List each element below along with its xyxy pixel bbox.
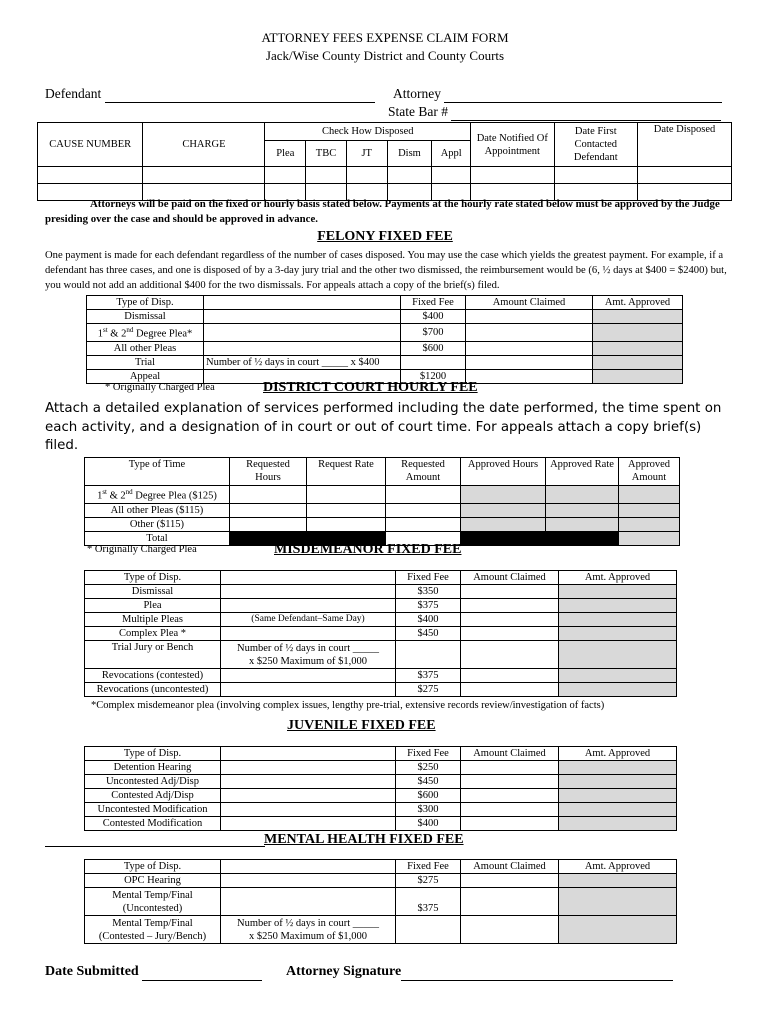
- amt-approved-cell: [559, 888, 677, 916]
- amount-claimed-cell[interactable]: [461, 599, 559, 613]
- disp-type: Uncontested Modification: [85, 803, 221, 817]
- district-table: [84, 457, 680, 546]
- felony-text: One payment is made for each defendant regardless of the number of cases disposed. You may use the case which yields the greatest payment. For example, if a defendant has three cases, and one is disposed of by a 3-day jury trial and the other two dismissed, the reimbursement would be (6, ½ days at $400 = $2400) but, you would not add an additional $400 for the two dismissals. For appeals attach a copy of the brief(s) filed.: [45, 250, 727, 291]
- case-row: [38, 167, 732, 184]
- juvenile-row: [85, 775, 677, 789]
- amt-approved-cell: [559, 641, 677, 669]
- type-header: Type of Disp.: [85, 571, 221, 585]
- claimed-header: Amount Claimed: [461, 747, 559, 761]
- juvenile-row: [85, 761, 677, 775]
- district-row: [85, 517, 680, 531]
- amt-approved-cell: [593, 369, 683, 383]
- fixed-fee: $350: [396, 585, 461, 599]
- amount-claimed-cell[interactable]: [461, 775, 559, 789]
- disp-type-cell: [85, 916, 221, 944]
- approved-rate-cell: [546, 486, 619, 504]
- disp-type: Appeal: [87, 369, 204, 383]
- requested-hours-cell[interactable]: [230, 517, 307, 531]
- amount-claimed-cell[interactable]: [461, 817, 559, 831]
- state-bar-field[interactable]: [451, 104, 721, 121]
- amt-approved-cell: [559, 683, 677, 697]
- disp-note-2: x $250 Maximum of $1,000: [248, 930, 368, 942]
- claimed-header: Amount Claimed: [466, 296, 593, 310]
- state-bar-label: State Bar #: [388, 104, 448, 119]
- amount-claimed-cell[interactable]: [461, 641, 559, 669]
- appl-cell[interactable]: [432, 167, 471, 184]
- amount-claimed-cell[interactable]: [466, 324, 593, 342]
- charge-cell[interactable]: [143, 167, 265, 184]
- defendant-row: [45, 86, 375, 103]
- request-rate-cell[interactable]: [307, 503, 386, 517]
- fixed-fee: $450: [396, 775, 461, 789]
- disp-type: Plea: [85, 599, 221, 613]
- fixed-fee: $375: [396, 888, 461, 916]
- request-rate-cell[interactable]: [307, 517, 386, 531]
- disp-note-cell: [221, 916, 396, 944]
- disp-note: [221, 627, 396, 641]
- amount-claimed-cell[interactable]: [461, 789, 559, 803]
- disp-type: Contested Modification: [85, 817, 221, 831]
- fixed-fee: $700: [401, 324, 466, 342]
- amt-approved-cell: [559, 761, 677, 775]
- disp-type-2: (Uncontested): [122, 902, 183, 914]
- mental-health-row: [85, 916, 677, 944]
- fixed-fee: $250: [396, 761, 461, 775]
- approved-rate-cell: [546, 503, 619, 517]
- requested-hours-cell[interactable]: [230, 486, 307, 504]
- fixed-fee: $600: [396, 789, 461, 803]
- signature-label: Attorney Signature: [286, 964, 402, 979]
- amount-claimed-cell[interactable]: [466, 369, 593, 383]
- disp-type: OPC Hearing: [85, 874, 221, 888]
- approved-amount-cell: [619, 486, 680, 504]
- appl-header: Appl: [432, 141, 471, 167]
- form-title: ATTORNEY FEES EXPENSE CLAIM FORM: [261, 30, 509, 45]
- amt-approved-cell: [559, 817, 677, 831]
- felony-row: [87, 310, 683, 324]
- plea-header: Plea: [265, 141, 306, 167]
- district-row: [85, 503, 680, 517]
- amount-claimed-cell[interactable]: [461, 627, 559, 641]
- check-how-disposed-header: Check How Disposed: [265, 123, 471, 141]
- amt-approved-cell: [559, 585, 677, 599]
- misdemeanor-row: [85, 641, 677, 669]
- felony-footnote: * Originally Charged Plea: [105, 382, 215, 393]
- disp-note: [204, 324, 401, 342]
- date-submitted-field[interactable]: [142, 964, 262, 981]
- juvenile-table: [84, 746, 677, 831]
- fixed-fee: $400: [396, 817, 461, 831]
- approved-amount-cell: [619, 531, 680, 545]
- amount-claimed-cell[interactable]: [461, 761, 559, 775]
- dism-header: Dism: [387, 141, 432, 167]
- mental-health-table: [84, 859, 677, 944]
- disp-type: Contested Adj/Disp: [85, 789, 221, 803]
- disp-note: Number of ½ days in court _____: [236, 917, 380, 929]
- amount-claimed-cell[interactable]: [461, 613, 559, 627]
- amt-approved-cell: [559, 874, 677, 888]
- disp-type: Dismissal: [87, 310, 204, 324]
- mental-health-title: MENTAL HEALTH FIXED FEE: [264, 832, 464, 847]
- requested-hours-cell[interactable]: [230, 503, 307, 517]
- amt-approved-cell: [593, 310, 683, 324]
- disp-type: 1st & 2nd Degree Plea*: [87, 324, 204, 342]
- claimed-header: Amount Claimed: [461, 571, 559, 585]
- date-disposed-header: Date Disposed: [638, 123, 732, 167]
- disp-note: [221, 585, 396, 599]
- disp-note-2: x $250 Maximum of $1,000: [248, 655, 368, 667]
- type-header: Type of Disp.: [85, 860, 221, 874]
- mental-health-row: [85, 888, 677, 916]
- disp-type: Trial Jury or Bench: [85, 641, 221, 669]
- plea-cell[interactable]: [265, 167, 306, 184]
- disp-type-2: (Contested – Jury/Bench): [98, 930, 207, 942]
- disp-type: Detention Hearing: [85, 761, 221, 775]
- date-first-header: Date First Contacted Defendant: [554, 123, 637, 167]
- cause-number-header: CAUSE NUMBER: [38, 123, 143, 167]
- amt-approved-cell: [593, 324, 683, 342]
- time-type: All other Pleas ($115): [85, 503, 230, 517]
- district-footnote: * Originally Charged Plea: [87, 544, 197, 555]
- disp-type: Mental Temp/Final: [112, 889, 193, 901]
- fixed-fee: $400: [401, 310, 466, 324]
- felony-row: [87, 324, 683, 342]
- amt-approved-cell: [559, 775, 677, 789]
- district-row: [85, 486, 680, 504]
- disp-note-cell: [221, 641, 396, 669]
- misdemeanor-row: [85, 627, 677, 641]
- date-notified-header: Date Notified Of Appointment: [471, 123, 554, 167]
- disp-type: Complex Plea *: [85, 627, 221, 641]
- payment-notice: Attorneys will be paid on the fixed or hourly basis stated below. Payments at the hourly rate stated below must be approved by the Judge presiding over the case and should be approved in advance.: [45, 198, 720, 225]
- disp-note: Number of ½ days in court _____: [236, 642, 380, 654]
- amount-claimed-cell[interactable]: [466, 310, 593, 324]
- date-disposed-cell[interactable]: [638, 167, 732, 184]
- amount-claimed-cell[interactable]: [461, 874, 559, 888]
- fixed-fee: $400: [396, 613, 461, 627]
- fixed-fee: $275: [396, 874, 461, 888]
- amt-approved-cell: [593, 341, 683, 355]
- type-header: Type of Disp.: [87, 296, 204, 310]
- date-submitted-row: [45, 964, 262, 981]
- juvenile-row: [85, 803, 677, 817]
- tbc-header: TBC: [306, 141, 347, 167]
- disp-type: Mental Temp/Final: [112, 917, 193, 929]
- time-type: 1st & 2nd Degree Plea ($125): [85, 486, 230, 504]
- disp-type: Revocations (uncontested): [85, 683, 221, 697]
- disp-note: Number of ½ days in court _____ x $400: [204, 355, 401, 369]
- jt-cell[interactable]: [346, 167, 387, 184]
- attorney-field[interactable]: [444, 86, 722, 103]
- approved-hours-cell: [461, 486, 546, 504]
- disp-note: [221, 669, 396, 683]
- type-header: Type of Disp.: [85, 747, 221, 761]
- fixed-fee: $450: [396, 627, 461, 641]
- date-notified-cell[interactable]: [471, 167, 554, 184]
- date-submitted-label: Date Submitted: [45, 964, 139, 979]
- form-subtitle: Jack/Wise County District and County Courts: [265, 48, 505, 63]
- amount-claimed-cell[interactable]: [461, 916, 559, 944]
- attorney-label: Attorney: [393, 86, 441, 101]
- request-rate-header: Request Rate: [307, 458, 386, 486]
- fee-header: Fixed Fee: [396, 571, 461, 585]
- approved-hours-cell: [461, 517, 546, 531]
- approved-header: Amt. Approved: [559, 860, 677, 874]
- felony-table: [86, 295, 683, 384]
- disp-type: Revocations (contested): [85, 669, 221, 683]
- time-type: Other ($115): [85, 517, 230, 531]
- felony-title: FELONY FIXED FEE: [317, 229, 453, 244]
- signature-field[interactable]: [401, 964, 673, 981]
- defendant-field[interactable]: [105, 86, 375, 103]
- amount-claimed-cell[interactable]: [466, 341, 593, 355]
- amount-claimed-cell[interactable]: [466, 355, 593, 369]
- fixed-fee: [396, 916, 461, 944]
- misdemeanor-title: MISDEMEANOR FIXED FEE: [274, 542, 462, 557]
- misdemeanor-row: [85, 613, 677, 627]
- approved-amount-header: Approved Amount: [619, 458, 680, 486]
- disp-type: Trial: [87, 355, 204, 369]
- attorney-row: [393, 86, 722, 103]
- juvenile-title: JUVENILE FIXED FEE: [287, 718, 436, 733]
- divider-line: [45, 846, 265, 847]
- fixed-fee: [401, 355, 466, 369]
- blocked-cell: [546, 531, 619, 545]
- tbc-cell[interactable]: [306, 167, 347, 184]
- approved-rate-cell: [546, 517, 619, 531]
- amount-claimed-cell[interactable]: [461, 585, 559, 599]
- amt-approved-cell: [559, 599, 677, 613]
- fixed-fee: [396, 641, 461, 669]
- disp-note: [204, 341, 401, 355]
- juvenile-row: [85, 789, 677, 803]
- amount-claimed-cell[interactable]: [461, 669, 559, 683]
- misdemeanor-row: [85, 669, 677, 683]
- disp-note: [221, 683, 396, 697]
- fee-header: Fixed Fee: [401, 296, 466, 310]
- fixed-fee: $1200: [401, 369, 466, 383]
- request-rate-cell[interactable]: [307, 486, 386, 504]
- cause-cell[interactable]: [38, 167, 143, 184]
- claimed-header: Amount Claimed: [461, 860, 559, 874]
- charge-header: CHARGE: [143, 123, 265, 167]
- approved-header: Amt. Approved: [559, 571, 677, 585]
- misdemeanor-row: [85, 585, 677, 599]
- amt-approved-cell: [559, 803, 677, 817]
- requested-amount-cell[interactable]: [386, 503, 461, 517]
- approved-header: Amt. Approved: [593, 296, 683, 310]
- requested-hours-header: Requested Hours: [230, 458, 307, 486]
- disp-type: All other Pleas: [87, 341, 204, 355]
- disp-note: [204, 310, 401, 324]
- requested-amount-header: Requested Amount: [386, 458, 461, 486]
- disp-type-cell: [85, 888, 221, 916]
- disp-type: Uncontested Adj/Disp: [85, 775, 221, 789]
- fixed-fee: $300: [396, 803, 461, 817]
- amt-approved-cell: [593, 355, 683, 369]
- amt-approved-cell: [559, 613, 677, 627]
- fixed-fee: $375: [396, 599, 461, 613]
- approved-amount-cell: [619, 517, 680, 531]
- requested-amount-cell[interactable]: [386, 517, 461, 531]
- case-table: [37, 122, 732, 201]
- amt-approved-cell: [559, 627, 677, 641]
- felony-row: [87, 355, 683, 369]
- disp-type: Multiple Pleas: [85, 613, 221, 627]
- disp-note: [221, 599, 396, 613]
- disp-type: Dismissal: [85, 585, 221, 599]
- approved-header: Amt. Approved: [559, 747, 677, 761]
- misdemeanor-footnote: *Complex misdemeanor plea (involving complex issues, lengthy pre-trial, extensive records review/investigation of facts): [91, 700, 605, 711]
- misdemeanor-row: [85, 599, 677, 613]
- signature-row: [286, 964, 673, 981]
- approved-rate-header: Approved Rate: [546, 458, 619, 486]
- juvenile-row: [85, 817, 677, 831]
- district-text: Attach a detailed explanation of services performed including the date performed, the time spent on each activity, and a designation of in court or out of court time. For appeals attach a copy brief(s) filed.: [45, 401, 722, 453]
- amount-claimed-cell[interactable]: [461, 683, 559, 697]
- requested-amount-cell[interactable]: [386, 486, 461, 504]
- defendant-label: Defendant: [45, 86, 102, 101]
- jt-header: JT: [346, 141, 387, 167]
- type-of-time-header: Type of Time: [85, 458, 230, 486]
- fee-header: Fixed Fee: [396, 747, 461, 761]
- mental-health-row: [85, 874, 677, 888]
- approved-hours-cell: [461, 503, 546, 517]
- amt-approved-cell: [559, 669, 677, 683]
- blocked-cell: [461, 531, 546, 545]
- amt-approved-cell: [559, 789, 677, 803]
- approved-hours-header: Approved Hours: [461, 458, 546, 486]
- district-title: DISTRICT COURT HOURLY FEE: [263, 380, 478, 395]
- state-bar-row: [388, 104, 721, 121]
- disp-note: (Same Defendant–Same Day): [221, 613, 396, 627]
- date-first-cell[interactable]: [554, 167, 637, 184]
- felony-row: [87, 341, 683, 355]
- misdemeanor-row: [85, 683, 677, 697]
- amount-claimed-cell[interactable]: [461, 803, 559, 817]
- approved-amount-cell: [619, 503, 680, 517]
- misdemeanor-table: [84, 570, 677, 697]
- fixed-fee: $600: [401, 341, 466, 355]
- dism-cell[interactable]: [387, 167, 432, 184]
- amount-claimed-cell[interactable]: [461, 888, 559, 916]
- fee-header: Fixed Fee: [396, 860, 461, 874]
- amt-approved-cell: [559, 916, 677, 944]
- fixed-fee: $275: [396, 683, 461, 697]
- time-type: Total: [85, 531, 230, 545]
- fixed-fee: $375: [396, 669, 461, 683]
